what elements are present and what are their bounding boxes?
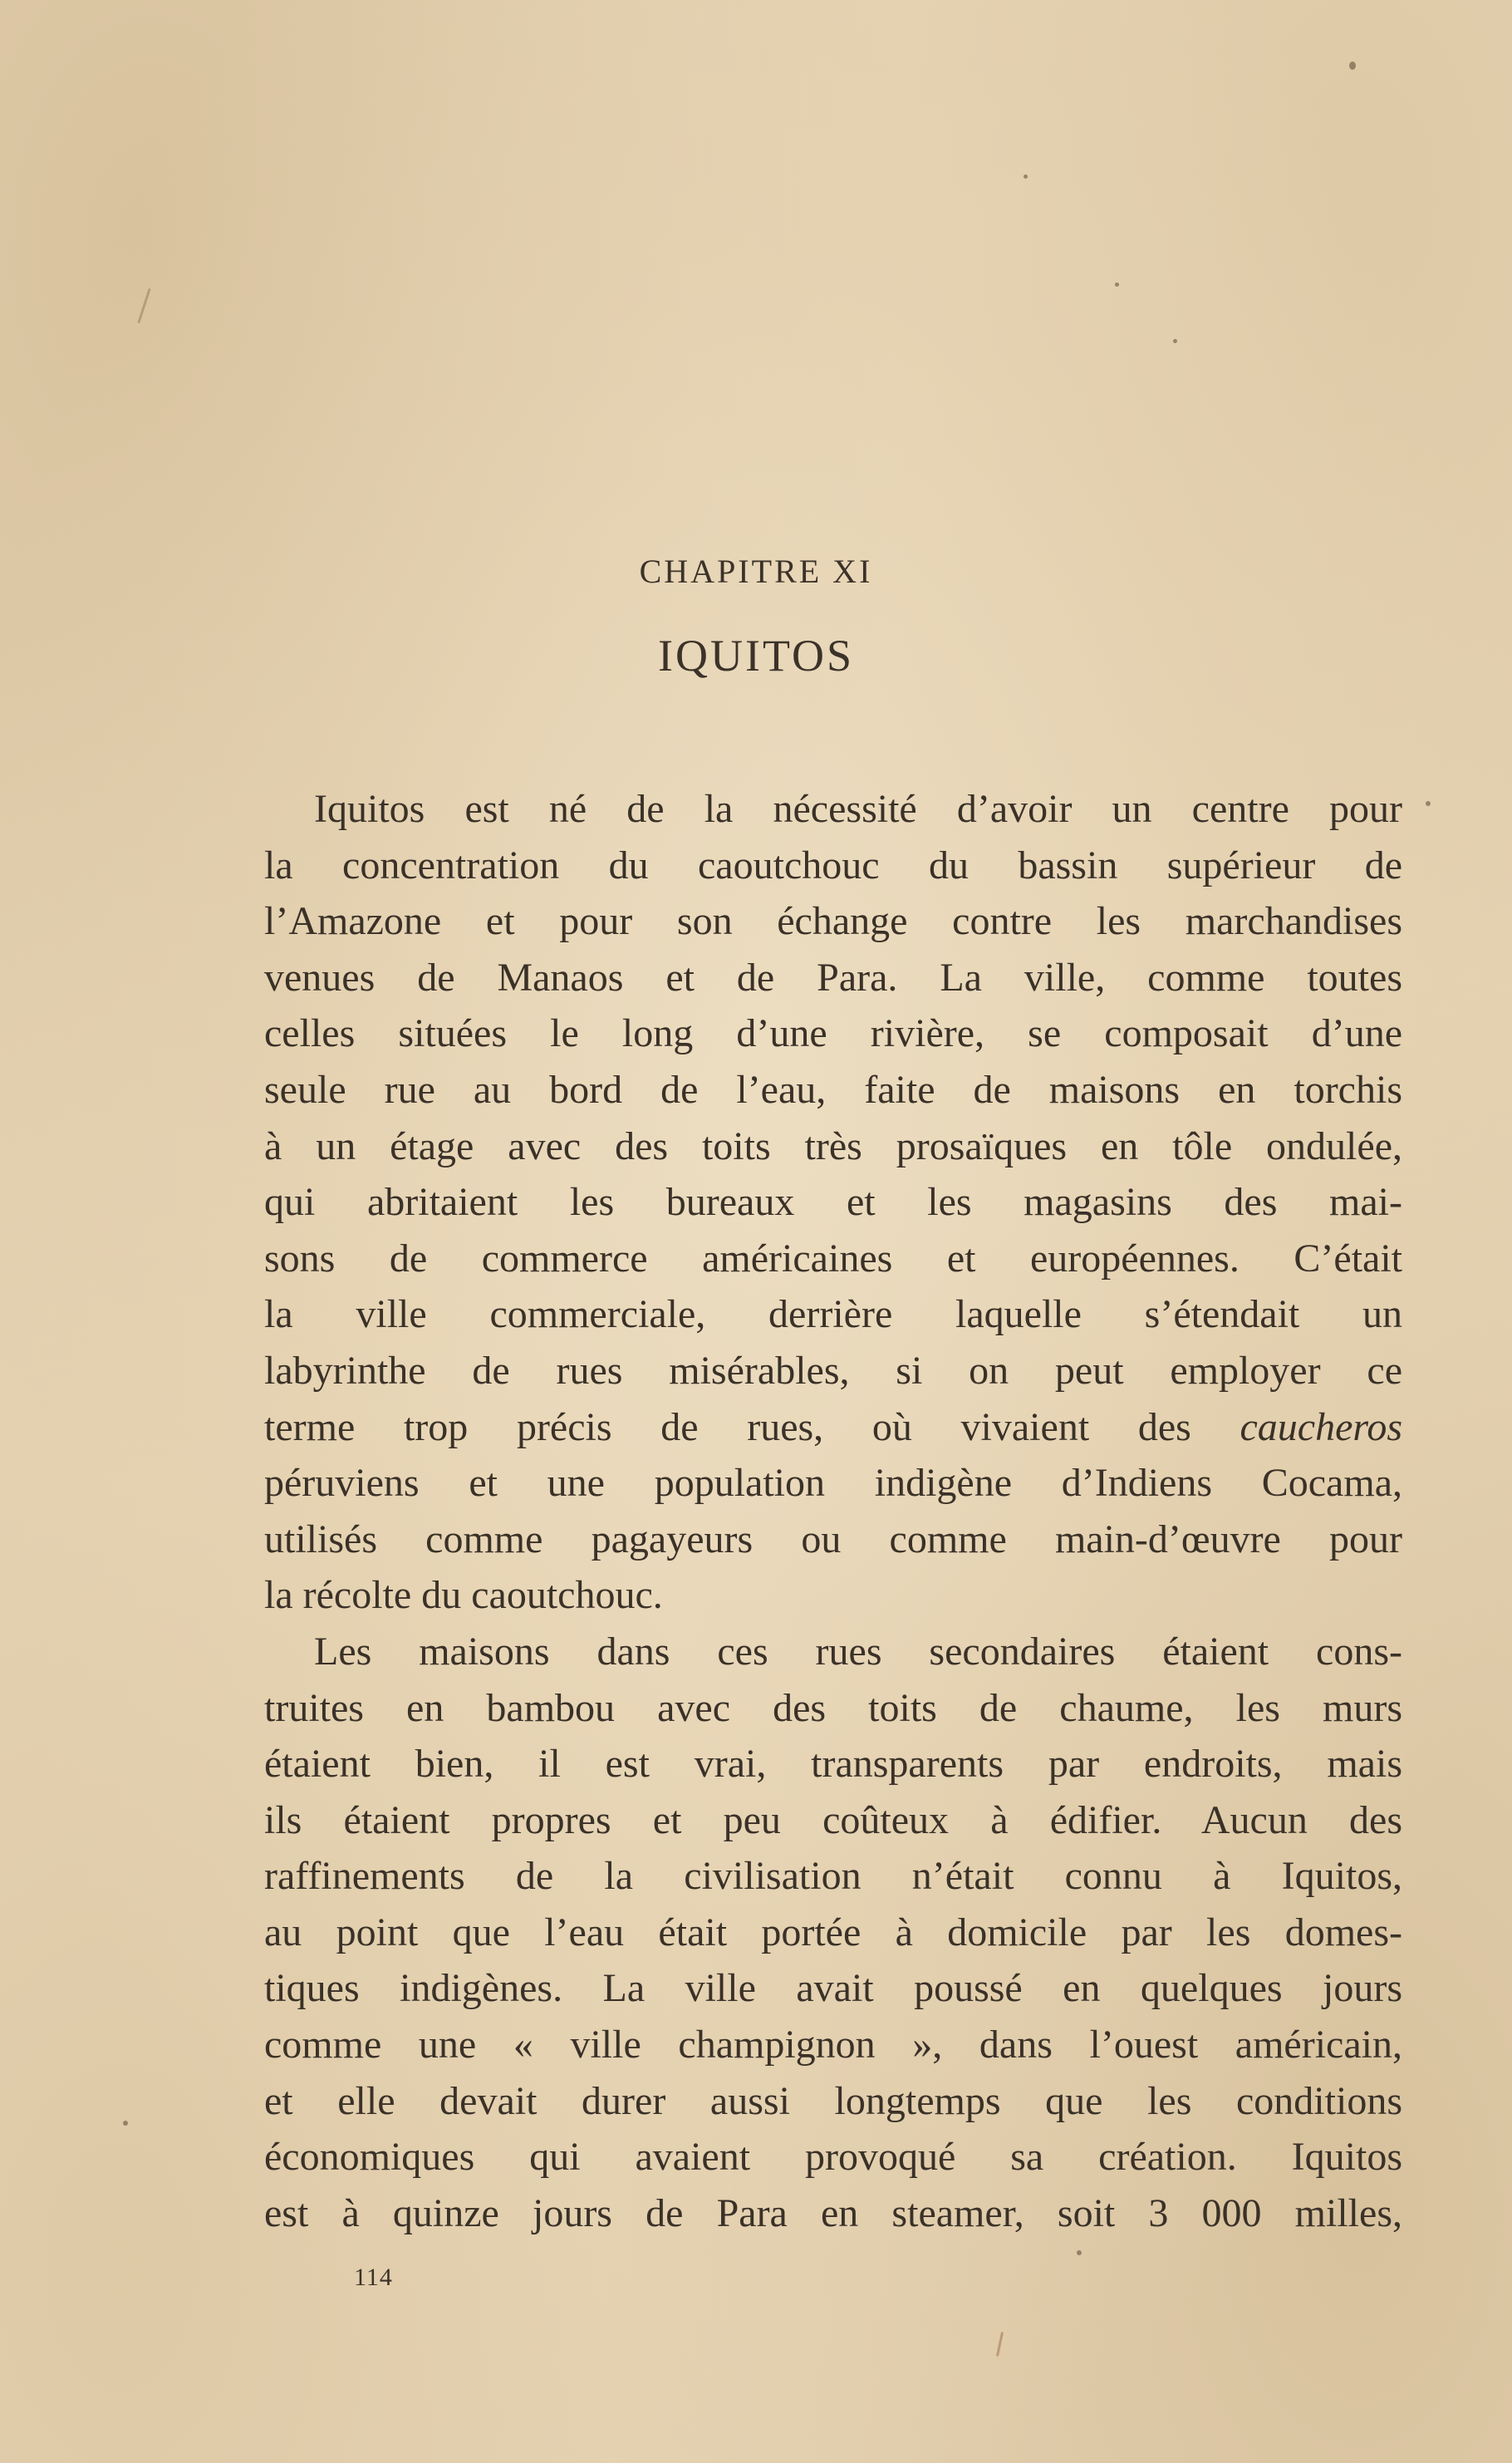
text-line: utilisés comme pagayeurs ou comme main-d’œuvre pour	[264, 1517, 1402, 1561]
paper-speck	[123, 2121, 128, 2126]
paper-speck	[137, 288, 150, 324]
paper-speck	[1024, 175, 1028, 179]
paper-speck	[1115, 283, 1119, 287]
page-number: 114	[354, 2264, 393, 2291]
chapter-label: CHAPITRE XI	[639, 553, 873, 590]
text-line: à un étage avec des toits très prosaïques en tôle ondulée,	[264, 1123, 1402, 1168]
text-line: la ville commerciale, derrière laquelle s’étendait un	[264, 1292, 1402, 1337]
text-line: celles situées le long d’une rivière, se composait d’une	[264, 1011, 1402, 1056]
text-line: étaient bien, il est vrai, transparents par endroits, mais	[264, 1742, 1402, 1787]
text-line: tiques indigènes. La ville avait poussé en quelques jours	[264, 1966, 1402, 2011]
paragraph-1	[264, 781, 1402, 1624]
text-line: la concentration du caoutchouc du bassin supérieur de	[264, 843, 1402, 887]
text-line: raffinements de la civilisation n’était connu à Iquitos,	[264, 1854, 1402, 1899]
chapter-title: IQUITOS	[658, 631, 854, 681]
paper-speck	[1077, 2250, 1082, 2255]
body-text	[264, 781, 1402, 2241]
paragraph-2	[264, 1624, 1402, 2242]
paper-speck	[1349, 61, 1356, 70]
text-line: la récolte du caoutchouc.	[264, 1573, 663, 1618]
text-line: et elle devait durer aussi longtemps que les conditions	[264, 2078, 1402, 2123]
text-line: l’Amazone et pour son échange contre les marchandises	[264, 899, 1402, 944]
text-line: truites en bambou avec des toits de chaume, les murs	[264, 1685, 1402, 1730]
text-line: au point que l’eau était portée à domicile par les domes-	[264, 1910, 1402, 1954]
text-line: Les maisons dans ces rues secondaires étaient cons-	[314, 1629, 1402, 1674]
paper-speck	[1426, 801, 1431, 806]
italic-term: caucheros	[1240, 1404, 1402, 1449]
text-line: sons de commerce américaines et européennes. C’était	[264, 1236, 1402, 1281]
text-line-with-italic	[264, 1399, 1402, 1456]
text-line: qui abritaient les bureaux et les magasins des mai-	[264, 1180, 1402, 1225]
text-line-part: terme trop précis de rues, où vivaient des	[264, 1404, 1240, 1449]
text-line: venues de Manaos et de Para. La ville, comme toutes	[264, 955, 1402, 1000]
paper-speck	[996, 2332, 1004, 2357]
text-line: ils étaient propres et peu coûteux à édifier. Aucun des	[264, 1797, 1402, 1842]
text-line: comme une « ville champignon », dans l’ouest américain,	[264, 2023, 1402, 2067]
text-line: labyrinthe de rues misérables, si on peut employer ce	[264, 1348, 1402, 1393]
text-line: est à quinze jours de Para en steamer, soit 3 000 milles,	[264, 2190, 1402, 2235]
text-line: Iquitos est né de la nécessité d’avoir un centre pour	[314, 787, 1402, 831]
text-line: seule rue au bord de l’eau, faite de maisons en torchis	[264, 1067, 1402, 1112]
text-line: économiques qui avaient provoqué sa création. Iquitos	[264, 2135, 1402, 2180]
paper-speck	[1173, 339, 1177, 343]
text-line: péruviens et une population indigène d’Indiens Cocama,	[264, 1461, 1402, 1506]
